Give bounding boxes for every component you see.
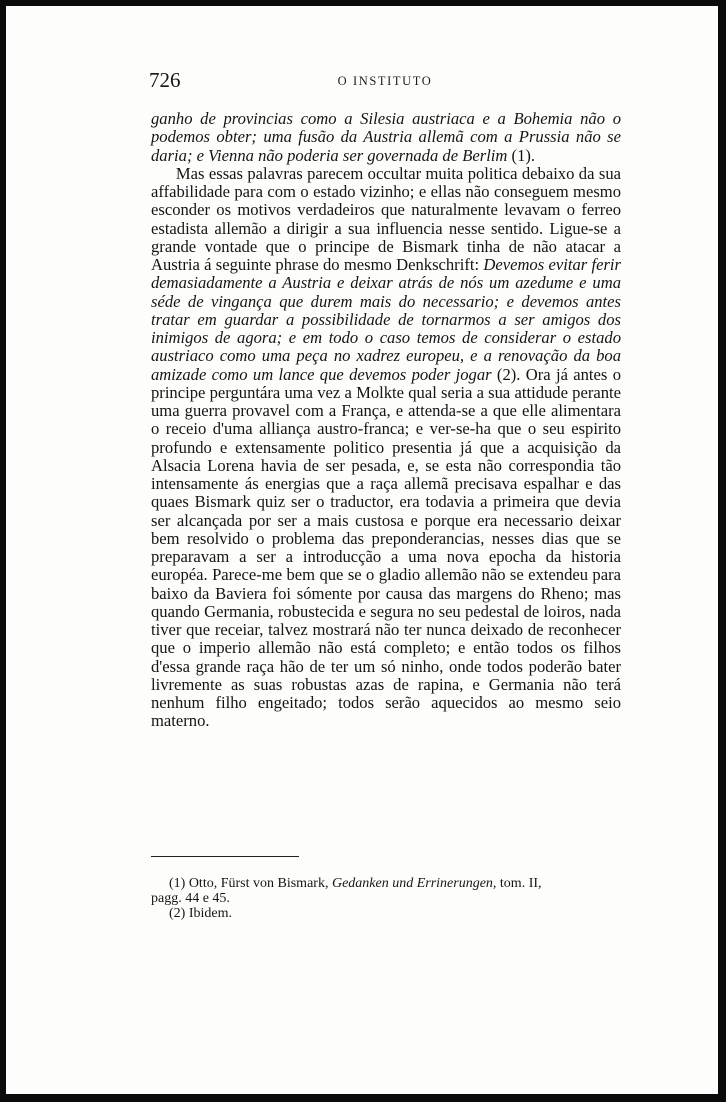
page-header xyxy=(149,68,621,98)
footnote-1-text: (1) Otto, Fürst von Bismark, xyxy=(169,876,332,891)
footnote-1-pages: pagg. 44 e 45. xyxy=(151,891,230,906)
paragraph-continuation xyxy=(151,110,621,165)
footnote-ref-1: (1). xyxy=(507,145,536,165)
italic-quote: ganho de provincias como a Silesia austriaca e a Bohemia não o podemos obter; uma fusão da Austria allemã com a Prussia não se daria; e Vienna não poderia ser governada de Berlim xyxy=(151,109,621,165)
footnote-1-title: Gedanken und Errinerungen xyxy=(331,876,493,891)
footnote-1-volume: , tom. II, xyxy=(492,876,542,891)
footnote-2: (2) Ibidem. xyxy=(169,906,232,921)
italic-quote: Devemos evitar ferir demasiadamente a Austria e deixar atrás de nós um azedume e uma séde de vingança que durem mais do necessario; e devemos antes tratar em guardar a possibilidade de tornarmos a ser amigos dos inimigos de agora; e em todo o caso temos de considerar o estado austriaco como uma peça no xadrez europeu, e a renovação da boa amizade como um lance que devemos poder jogar xyxy=(151,255,621,384)
page-number: 726 xyxy=(149,68,181,92)
text-run: Mas essas palavras parecem occultar muita politica debaixo da sua affabilidade para com o estado vizinho; e ellas não conseguem mesmo esconder os motivos verdadeiros que naturalmente levavam o ferreo estadista allemão a dirigir a sua influencia nesse sentido. Ligue-se a grande vontade que o principe de Bismark tinha de não atacar a Austria á seguinte phrase do mesmo Denkschrift: xyxy=(151,163,621,274)
footnote-1 xyxy=(151,876,621,891)
paragraph-main xyxy=(151,165,621,731)
text-run: (2). Ora já antes o principe perguntára uma vez a Molkte qual seria a sua attidude perante uma guerra provavel com a França, e attenda-se a que elle alimentara o receio d'uma alliança austro-franca; e ver-se-ha que o seu espirito profundo e extensamente politico presentia já que a acquisição da Alsacia Lorena havia de ser pesada, e, se esta não correspondia tão intensamente ás energias que a raça allemã precisava espalhar e das quaes Bismark quiz ser o traductor, era todavia a primeira que devia ser alcançada por ser a mais custosa e porque era necessario deixar bem resolvido o problema das preponderancias, nesses dias que se preparavam a ser a introducção a uma nova epocha da historia européa. Parece-me bem que se o gladio allemão não se extendeu para baixo da Baviera foi sómente por causa das margens do Rheno; mas quando Germania, robustecida e segura no seu pedestal de loiros, nada tiver que receiar, talvez mostrará não ter nunca deixado de reconhecer que o imperio allemão não está completo; e então todos os filhos d'essa grande raça hão de ter um só ninho, onde todos poderão bater livremente as suas robustas azas de rapina, e Germania não terá nenhum filho engeitado; todos serão aquecidos ao mesmo seio materno. xyxy=(151,364,621,731)
footnote-divider xyxy=(151,856,299,857)
main-text xyxy=(151,110,621,731)
running-head: O INSTITUTO xyxy=(337,74,433,88)
footnotes xyxy=(151,876,621,921)
